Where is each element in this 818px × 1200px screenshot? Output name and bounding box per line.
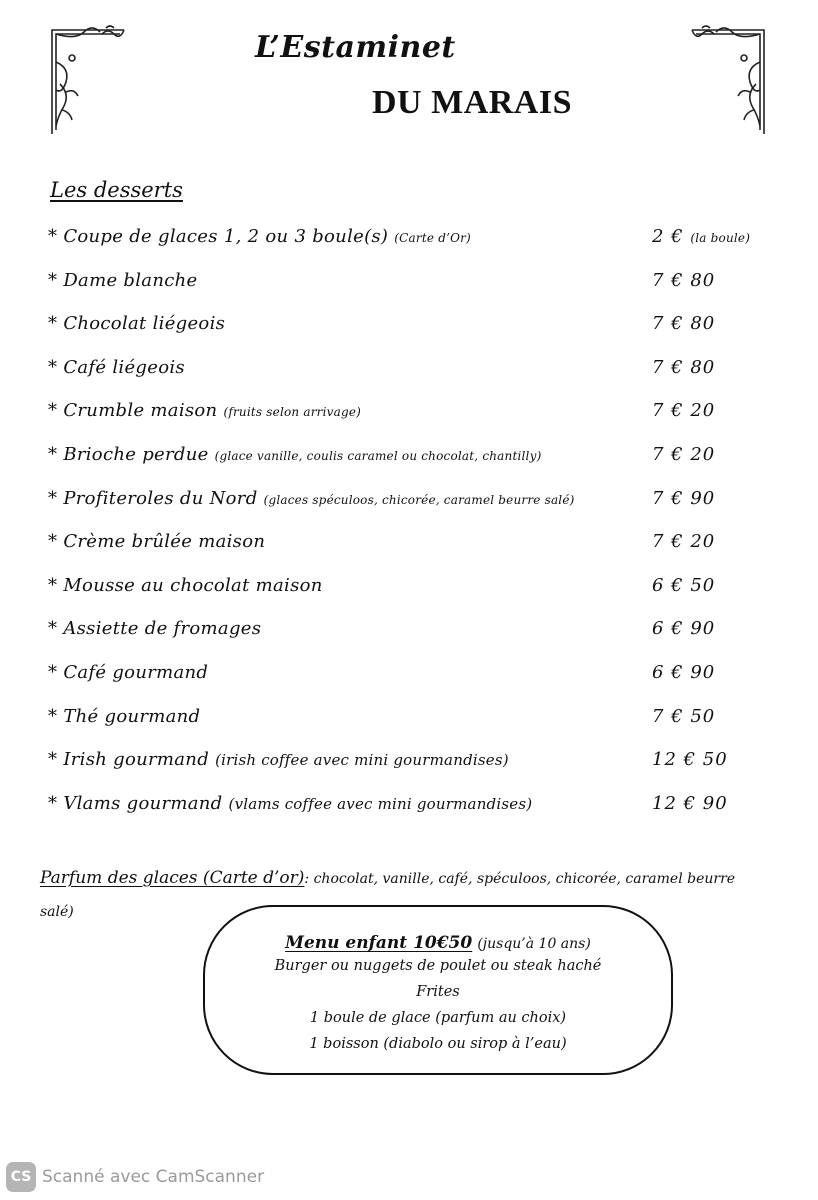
watermark-text: Scanné avec CamScanner bbox=[42, 1167, 265, 1187]
menu-item-name: * Mousse au chocolat maison bbox=[48, 574, 323, 596]
menu-item-price: 7 € 90 bbox=[652, 487, 716, 509]
menu-item-price: 7 € 50 bbox=[652, 705, 716, 727]
menu-item-name: * Dame blanche bbox=[48, 269, 198, 291]
menu-item-note: (vlams coffee avec mini gourmandises) bbox=[228, 794, 533, 813]
menu-item-name: * Thé gourmand bbox=[48, 705, 201, 727]
menu-item-name: * Profiteroles du Nord (glaces spéculoos, chicorée, caramel beurre salé) bbox=[48, 487, 575, 509]
menu-item-name: * Brioche perdue (glace vanille, coulis caramel ou chocolat, chantilly) bbox=[48, 443, 542, 465]
kids-menu-line: 1 boule de glace (parfum au choix) bbox=[309, 1010, 567, 1026]
menu-item bbox=[48, 527, 788, 571]
menu-item-price: 7 € 80 bbox=[652, 356, 716, 378]
dessert-menu-list bbox=[48, 222, 788, 832]
menu-item-note: (glaces spéculoos, chicorée, caramel beurre salé) bbox=[263, 492, 575, 507]
menu-item bbox=[48, 353, 788, 397]
menu-item-price: 12 € 90 bbox=[652, 792, 728, 814]
camscanner-logo-icon: CS bbox=[6, 1162, 36, 1192]
menu-item-name: * Chocolat liégeois bbox=[48, 313, 226, 335]
menu-item-note: (irish coffee avec mini gourmandises) bbox=[215, 751, 509, 770]
menu-item-name: * Café gourmand bbox=[48, 661, 209, 683]
restaurant-title-line2: DU MARAIS bbox=[372, 84, 572, 121]
menu-item-price: 7 € 20 bbox=[652, 443, 716, 465]
ice-cream-flavours-list: : chocolat, vanille, café, spéculoos, chicorée, caramel beurre salé) bbox=[40, 871, 736, 920]
kids-menu-age: (jusqu’à 10 ans) bbox=[477, 936, 591, 952]
menu-item bbox=[48, 309, 788, 353]
menu-item bbox=[48, 702, 788, 746]
menu-item-name: * Crumble maison (fruits selon arrivage) bbox=[48, 400, 362, 422]
menu-item bbox=[48, 789, 788, 833]
restaurant-title-line1: L’Estaminet bbox=[255, 30, 456, 65]
menu-item-note: (glace vanille, coulis caramel ou chocolat, chantilly) bbox=[214, 448, 542, 463]
menu-item-price: 7 € 20 bbox=[652, 400, 716, 422]
menu-item-price: 7 € 80 bbox=[652, 313, 716, 335]
corner-ornament-left-icon bbox=[44, 22, 130, 140]
menu-item bbox=[48, 484, 788, 528]
kids-menu-title: Menu enfant 10€50 bbox=[285, 933, 473, 953]
ice-cream-flavours-label: Parfum des glaces (Carte d’or) bbox=[40, 868, 305, 888]
menu-item-note: (fruits selon arrivage) bbox=[223, 405, 362, 420]
menu-item bbox=[48, 396, 788, 440]
menu-item-name: * Irish gourmand (irish coffee avec mini gourmandises) bbox=[48, 749, 509, 771]
menu-item-name: * Café liégeois bbox=[48, 356, 185, 378]
menu-item bbox=[48, 266, 788, 310]
menu-item-price: 7 € 80 bbox=[652, 269, 716, 291]
menu-item bbox=[48, 658, 788, 702]
menu-item bbox=[48, 614, 788, 658]
menu-item-price: 2 € (la boule) bbox=[652, 226, 751, 247]
menu-item bbox=[48, 440, 788, 484]
menu-item bbox=[48, 745, 788, 789]
camscanner-watermark bbox=[6, 1162, 264, 1192]
menu-item-price: 12 € 50 bbox=[652, 749, 728, 771]
kids-menu-line: Burger ou nuggets de poulet ou steak haché bbox=[274, 958, 602, 974]
menu-item-price: 6 € 90 bbox=[652, 618, 716, 640]
menu-item-price-note: (la boule) bbox=[690, 231, 751, 245]
menu-item-price: 6 € 50 bbox=[652, 574, 716, 596]
menu-item-name: * Vlams gourmand (vlams coffee avec mini gourmandises) bbox=[48, 792, 533, 814]
kids-menu-line: Frites bbox=[416, 984, 460, 1000]
menu-item-price: 6 € 90 bbox=[652, 661, 716, 683]
menu-item-name: * Coupe de glaces 1, 2 ou 3 boule(s) (Carte d’Or) bbox=[48, 226, 471, 247]
section-title-desserts: Les desserts bbox=[50, 178, 183, 202]
menu-item bbox=[48, 571, 788, 615]
kids-menu-line: 1 boisson (diabolo ou sirop à l’eau) bbox=[309, 1036, 567, 1052]
kids-menu-box bbox=[203, 905, 673, 1075]
menu-item-note: (Carte d’Or) bbox=[394, 231, 471, 245]
menu-item-price: 7 € 20 bbox=[652, 531, 716, 553]
corner-ornament-right-icon bbox=[686, 22, 772, 140]
menu-item bbox=[48, 222, 788, 266]
menu-item-name: * Crème brûlée maison bbox=[48, 531, 266, 553]
menu-item-name: * Assiette de fromages bbox=[48, 618, 262, 640]
